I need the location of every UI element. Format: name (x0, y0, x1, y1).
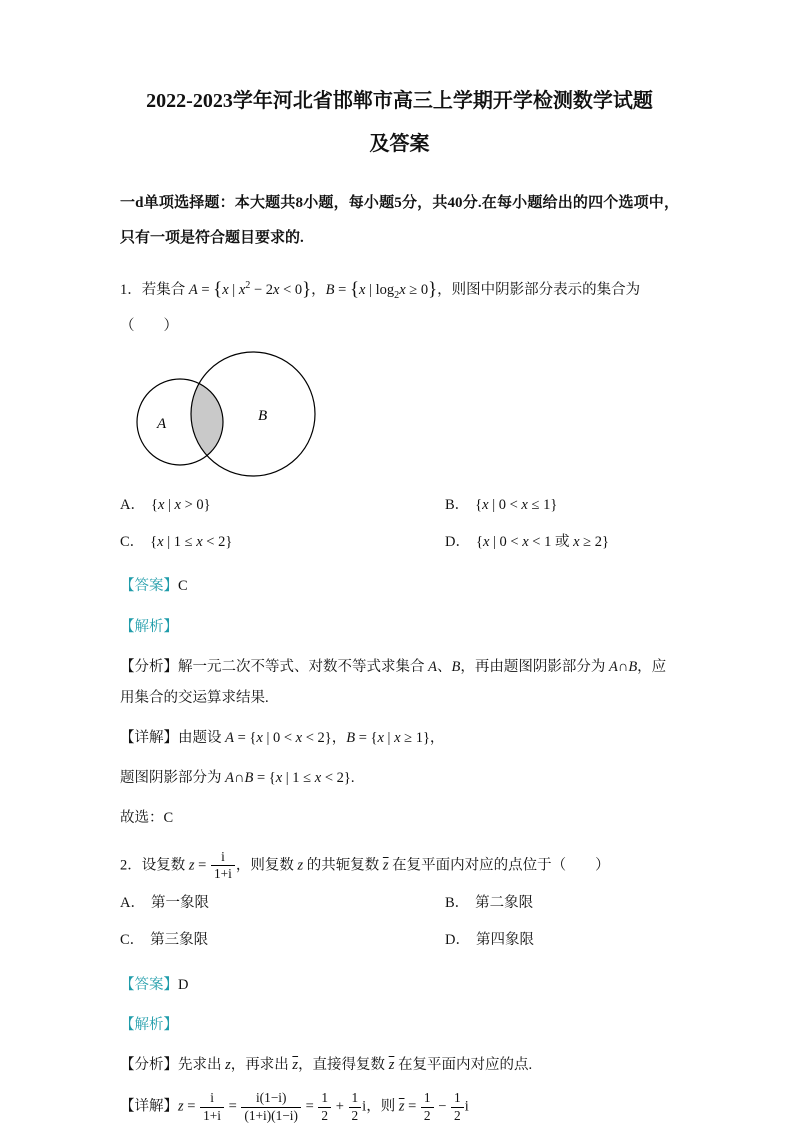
venn-diagram (132, 350, 679, 485)
option-text: 第二象限 (475, 894, 534, 911)
page-title-line2: 及答案 (369, 133, 430, 155)
q2-stem: 2．设复数 z = $\frac{i}{1+i}$ ，则复数 z 的共轭复数 $\overline{z}$ 在复平面内对应的点位于（ ） (120, 848, 610, 882)
q2-answer-line (120, 970, 679, 1001)
q2-option-d (445, 924, 534, 957)
option-key: A． (120, 894, 145, 911)
q2-analysis-text: 【分析】先求出 z，再求出 $\overline{z}$，直接得复数 $\overline{z}$ 在复平面内对应的点. (120, 1056, 533, 1073)
q1-option-b (445, 489, 557, 522)
q1-detail-line1: 【详解】由题设 A = {x | 0 < x < 2}，B = {x | x ≥ 1}， (120, 730, 445, 747)
q2-answer-value: D (178, 976, 189, 993)
page-title-line1: 2022-2023学年河北省邯郸市高三上学期开学检测数学试题 (146, 90, 653, 112)
venn-intersection-shade (191, 352, 315, 476)
option-text: {x | 1 ≤ x < 2} (150, 534, 233, 551)
q2-options-row-ab (120, 887, 679, 920)
q1-answer-label: 【答案】 (120, 578, 178, 595)
option-key: D． (445, 534, 470, 551)
section-intro: 一d单项选择题：本大题共8小题，每小题5分，共40分.在每小题给出的四个选项中，只有一项是符合题目要求的. (120, 195, 679, 246)
option-text: 第一象限 (150, 894, 209, 911)
q1-option-a (120, 489, 445, 522)
q1-answer-line (120, 571, 679, 602)
q2-option-b (445, 887, 533, 920)
q1-option-c (120, 526, 445, 559)
option-text: {x | 0 < x ≤ 1} (475, 496, 558, 513)
q1-analysis-label: 【解析】 (120, 618, 178, 635)
q1-answer-value: C (178, 578, 188, 595)
q1-options-row-cd (120, 526, 679, 559)
q2-analysis-label: 【解析】 (120, 1016, 178, 1033)
venn-label-b: B (258, 407, 268, 424)
option-key: A． (120, 496, 145, 513)
option-text: 第四象限 (475, 932, 534, 949)
q2-options-row-cd (120, 924, 679, 957)
q2-answer-label: 【答案】 (120, 976, 178, 993)
option-key: B． (445, 496, 470, 513)
venn-svg (132, 350, 322, 480)
option-text: {x | 0 < x < 1 或 x ≥ 2} (475, 534, 609, 551)
q2-option-c (120, 924, 445, 957)
q1-stem: 1．若集合 A = {x | $x^2 - 2x < 0$}，B = {x | $\log_2x \ge 0$}，则图中阴影部分表示的集合为（ ） (120, 279, 641, 334)
q1-options-row-ab (120, 489, 679, 522)
q1-conclusion: 故选：C (120, 810, 174, 827)
q1-detail-line2: 题图阴影部分为 A∩B = {x | 1 ≤ x < 2}. (120, 770, 355, 787)
q1-analysis-text: 【分析】解一元二次不等式、对数不等式求集合 A、B，再由题图阴影部分为 A∩B，应用集合的交运算求结果. (120, 658, 667, 706)
venn-label-a: A (157, 415, 167, 432)
option-key: C． (120, 534, 145, 551)
q2-detail-line: 【详解】z = $\frac{i}{1+i}$ = $\frac{i(1-i)}{(1+i)(1-i)}$ = $\frac{1}{2}$ + $\frac{1}{2}$ i，则 $\overline{z}$ = $\frac{1}{2}$ − $\frac{1}{2}$ i (120, 1090, 469, 1123)
q2-option-a (120, 887, 445, 920)
option-key: C． (120, 932, 145, 949)
q1-option-d (445, 526, 609, 559)
option-text: 第三象限 (150, 932, 209, 949)
option-key: D． (445, 932, 470, 949)
option-key: B． (445, 894, 470, 911)
option-text: {x | x > 0} (150, 496, 211, 513)
